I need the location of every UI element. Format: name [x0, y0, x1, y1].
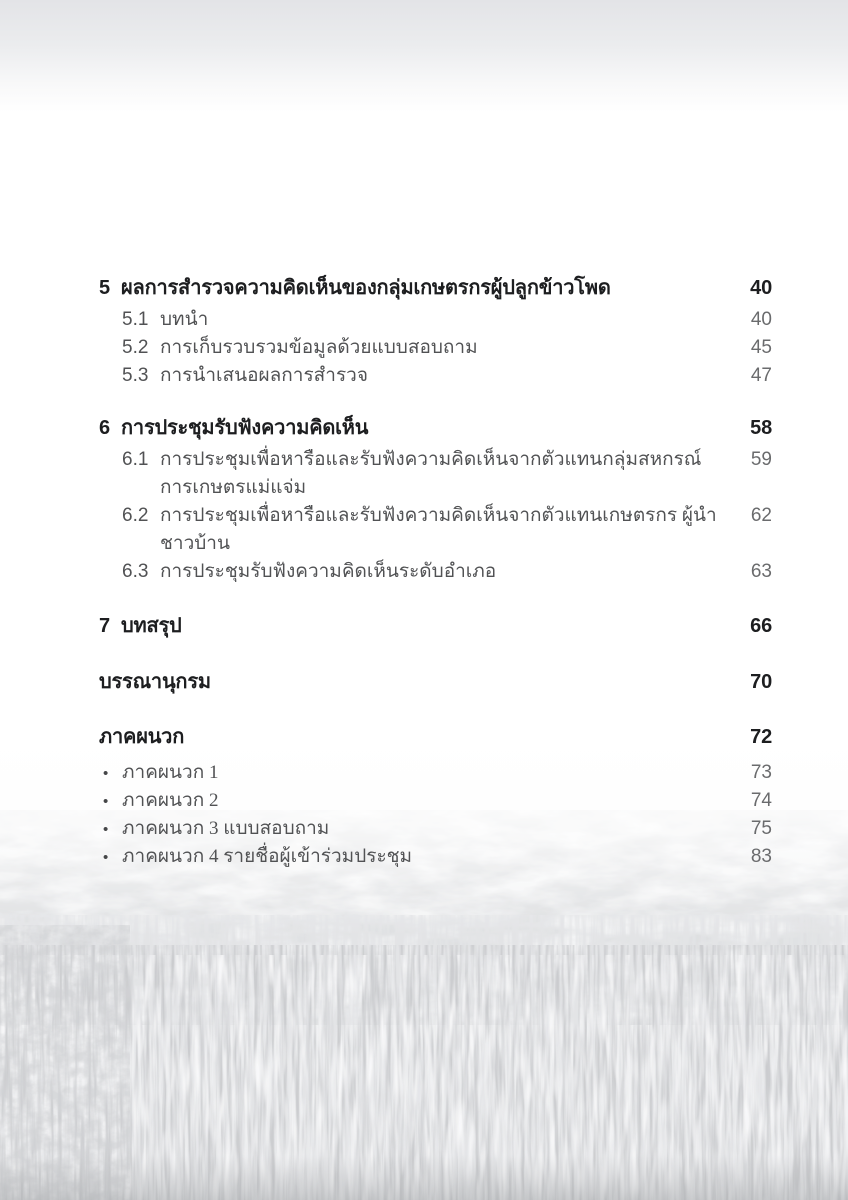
toc-section-number: 5	[99, 277, 110, 299]
toc-subsection-title: บทนำ	[160, 309, 209, 330]
toc-subsection-row	[99, 306, 772, 334]
toc-appendix-page: 74	[750, 790, 772, 811]
bullet-icon: •	[103, 821, 109, 838]
toc-appendix-row	[99, 759, 772, 787]
toc-subsection-page: 59	[750, 449, 772, 470]
toc-section-number: 7	[99, 615, 110, 637]
toc-subsection-row	[99, 502, 772, 558]
toc-subsection-number: 6.3	[122, 561, 149, 582]
toc-subsection-row	[99, 446, 772, 502]
toc-appendix-title: ภาคผนวก 1	[122, 762, 219, 783]
toc-section-row	[99, 614, 772, 638]
toc-subsection-row	[99, 558, 772, 586]
toc-subsection-number: 6.1	[122, 449, 149, 470]
toc-section-number: 6	[99, 417, 110, 439]
toc-appendix-title: ภาคผนวก 2	[122, 790, 219, 811]
toc-subsection-page: 63	[750, 561, 772, 582]
table-of-contents	[99, 276, 772, 871]
toc-section-row	[99, 416, 772, 440]
toc-appendix-page: 73	[750, 762, 772, 783]
toc-backmatter-page: 72	[750, 726, 772, 748]
toc-section-title: บทสรุป	[121, 615, 182, 637]
toc-backmatter-title: ภาคผนวก	[99, 726, 185, 748]
toc-appendix-title: ภาคผนวก 4 รายชื่อผู้เข้าร่วมประชุม	[122, 846, 413, 867]
toc-subsection-page: 45	[750, 337, 772, 358]
toc-section-page: 40	[750, 277, 772, 299]
top-gradient-band	[0, 0, 848, 112]
toc-backmatter-row	[99, 670, 772, 694]
toc-subsection-title: การประชุมเพื่อหารือและรับฟังความคิดเห็นจากตัวแทนเกษตรกร ผู้นำชาวบ้าน	[160, 505, 717, 554]
toc-subsection-title: การเก็บรวบรวมข้อมูลด้วยแบบสอบถาม	[160, 337, 478, 358]
toc-subsection-number: 6.2	[122, 505, 149, 526]
bullet-icon: •	[103, 793, 109, 810]
toc-subsection-page: 47	[750, 365, 772, 386]
toc-subsection-number: 5.3	[122, 365, 149, 386]
toc-backmatter-row	[99, 725, 772, 749]
toc-subsection-page: 40	[750, 309, 772, 330]
bullet-icon: •	[103, 765, 109, 782]
toc-appendix-row	[99, 787, 772, 815]
toc-backmatter-title: บรรณานุกรม	[99, 671, 211, 693]
toc-appendix-page: 83	[750, 846, 772, 867]
toc-section-page: 66	[750, 615, 772, 637]
toc-subsection-number: 5.2	[122, 337, 149, 358]
toc-appendix-title: ภาคผนวก 3 แบบสอบถาม	[122, 818, 330, 839]
toc-subsection-number: 5.1	[122, 309, 149, 330]
toc-appendix-row	[99, 815, 772, 843]
toc-subsection-page: 62	[750, 505, 772, 526]
toc-section-title: ผลการสำรวจความคิดเห็นของกลุ่มเกษตรกรผู้ปลูกข้าวโพด	[121, 277, 611, 299]
toc-section-row	[99, 276, 772, 300]
bullet-icon: •	[103, 849, 109, 866]
toc-appendix-row	[99, 843, 772, 871]
toc-appendix-page: 75	[750, 818, 772, 839]
toc-subsection-row	[99, 362, 772, 390]
toc-subsection-title: การประชุมเพื่อหารือและรับฟังความคิดเห็นจากตัวแทนกลุ่มสหกรณ์การเกษตรแม่แจ่ม	[160, 449, 702, 498]
toc-section-title: การประชุมรับฟังความคิดเห็น	[121, 417, 369, 439]
toc-section-page: 58	[750, 417, 772, 439]
toc-subsection-title: การนำเสนอผลการสำรวจ	[160, 365, 368, 386]
toc-subsection-row	[99, 334, 772, 362]
toc-backmatter-page: 70	[750, 671, 772, 693]
toc-subsection-title: การประชุมรับฟังความคิดเห็นระดับอำเภอ	[160, 561, 497, 582]
